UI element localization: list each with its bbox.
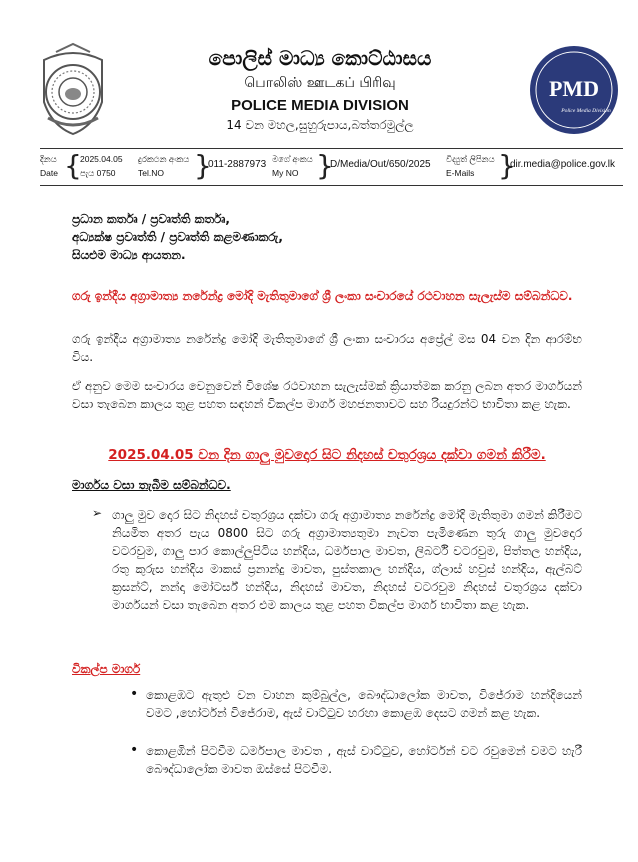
- date-value: 2025.04.05: [80, 154, 123, 164]
- brace-icon: }: [194, 149, 212, 182]
- bullet-icon: •: [130, 742, 139, 758]
- addressee-line: සියළුම මාධ්‍ය ආයතන.: [72, 248, 186, 262]
- addressee-line: අධ්‍යක්ෂ ප්‍රවෘත්ති / ප්‍රවෘත්ති කළමණාකරු,: [72, 230, 283, 244]
- brace-icon: }: [316, 149, 334, 182]
- myno-label: මගේ අංකය My NO: [272, 154, 313, 178]
- pmd-logo: [528, 44, 620, 136]
- date-heading: 2025.04.05 වන දින ගාලු මුවදොර සිට නිදහස් චතුරශ්‍රය දක්වා ගමන් කිරීම.: [108, 447, 546, 463]
- police-emblem-logo: [34, 42, 112, 138]
- info-strip: [40, 148, 623, 186]
- pmd-logo-sub: Police Media Division: [561, 108, 611, 114]
- email-value: dir.media@police.gov.lk: [510, 159, 616, 170]
- alternative-route-item: කොළඹින් පිටවීම ධර්මපාල මාවත , ඇස් වාට්ටුව, හෝර්ටන් වට රවුමෙන් වමට හැරී බෞද්ධාලෝක මාවත ඔස්සේ පිටවීම.: [146, 744, 582, 776]
- arrow-bullet-icon: ➢: [92, 506, 103, 520]
- plan-paragraph: ඒ අනුව මෙම සංචාරය වෙනුවෙන් විශේෂ රථවාහන සැලැස්මක් ක්‍රියාත්මක කරනු ලබන අතර මාර්ගයන් වසා තැබෙන කාලය තුළ පහත සඳහන් විකල්ප මාර්ග මහජනතාවට සහ රියදුරන්ට භාවිතා කළ හැක.: [72, 379, 582, 411]
- email-label: විද්‍යුත් ලිපිනය E-Mails: [446, 154, 495, 178]
- bullet-icon: •: [130, 686, 139, 702]
- alternative-route-item: කොළඹට ඇතුළු වන වාහන කුම්බුල්ල, බෞද්ධාලෝක මාවත, විජේරාම හන්දියෙන් වමට ,හෝර්ටන් විජේරාම, ඇස් වාට්ටුව හරහා කොළඹ දෙසට ගමන් කළ හැක.: [146, 688, 582, 720]
- letterhead-address: 14 වන මහල,සුහුරුපාය,බත්තරමුල්ල: [226, 118, 414, 132]
- brace-icon: {: [64, 149, 82, 182]
- letterhead-title-si: පොලිස් මාධ්‍ය කොට්ඨාසය: [208, 46, 432, 70]
- brace-icon: }: [498, 149, 516, 182]
- addressee-line: ප්‍රධාන කර්තෘ / ප්‍රවෘත්ති කර්තෘ,: [72, 212, 230, 226]
- closure-paragraph: ගාලු මුව දොර සිට නිදහස් චතුරශ්‍රය දක්වා ගරු අග්‍රාමාත්‍ය නරේන්ද්‍ර මෝදි මැතිතුමා ගමන් කිරීමට නියමිත අතර පැය 0800 සිට ගරු අග්‍රාමාත්‍යතුමා නැවත පැමිණෙන තුරු ගාලු මුවදොර වටරවුම, ගාලු පාර කොල්ලුපිටිය හන්දිය, ධර්මපාල මාවත, ලිබර්ටි වටරවුම, පිත්තල හන්දිය, රතු කුරුස හන්දිය මාකස් ප්‍රනාන්දු මාවත, පුස්තකාල හන්දිය, ග්ලාස් හවුස් හන්දිය, ඇල්බට් ක්‍රසන්ට්, නන්දා මෝටර්ස් හන්දිය, නිදහස් මාවත, නිදහස් වටරවුම නිදහස් චතුරශ්‍රය දක්වා මාර්ගයන් වසා තැබෙන අතර එම කාලය තුළ පහත විකල්ප මාර්ග භාවිතා කළ හැක.: [112, 508, 582, 612]
- intro-paragraph: ගරු ඉන්දීය අග්‍රාමාත්‍ය නරේන්ද්‍ර මෝදි මැතිතුමාගේ ශ්‍රී ලංකා සංචාරය අප්‍රේල් මස 04 වන දින ආරම්භ විය.: [72, 332, 582, 364]
- time-label: පැය: [80, 168, 95, 178]
- closure-section-heading: මාර්ගය වසා තැබීම සම්බන්ධව.: [72, 478, 231, 492]
- letterhead-title-ta: பொலிஸ் ஊடகப் பிரிவு: [244, 75, 396, 91]
- date-value-block: [80, 152, 123, 180]
- date-label: දිනය Date: [40, 154, 58, 178]
- myno-value: D/Media/Out/650/2025: [330, 159, 431, 170]
- time-value: 0750: [96, 168, 116, 178]
- alternatives-section-heading: විකල්ප මාර්ග: [72, 662, 141, 676]
- letterhead-title-en: POLICE MEDIA DIVISION: [231, 97, 409, 114]
- subject-heading: ගරු ඉන්දීය අග්‍රාමාත්‍ය නරේන්ද්‍ර මෝදි මැතිතුමාගේ ශ්‍රී ලංකා සංචාරයේ රථවාහන සැලැස්ම සම්බන්ධව.: [72, 289, 573, 303]
- pmd-logo-text: PMD: [548, 76, 600, 101]
- tel-value: 011-2887973: [208, 159, 267, 170]
- tel-label: දුරකථන අංකය Tel.NO: [138, 154, 190, 178]
